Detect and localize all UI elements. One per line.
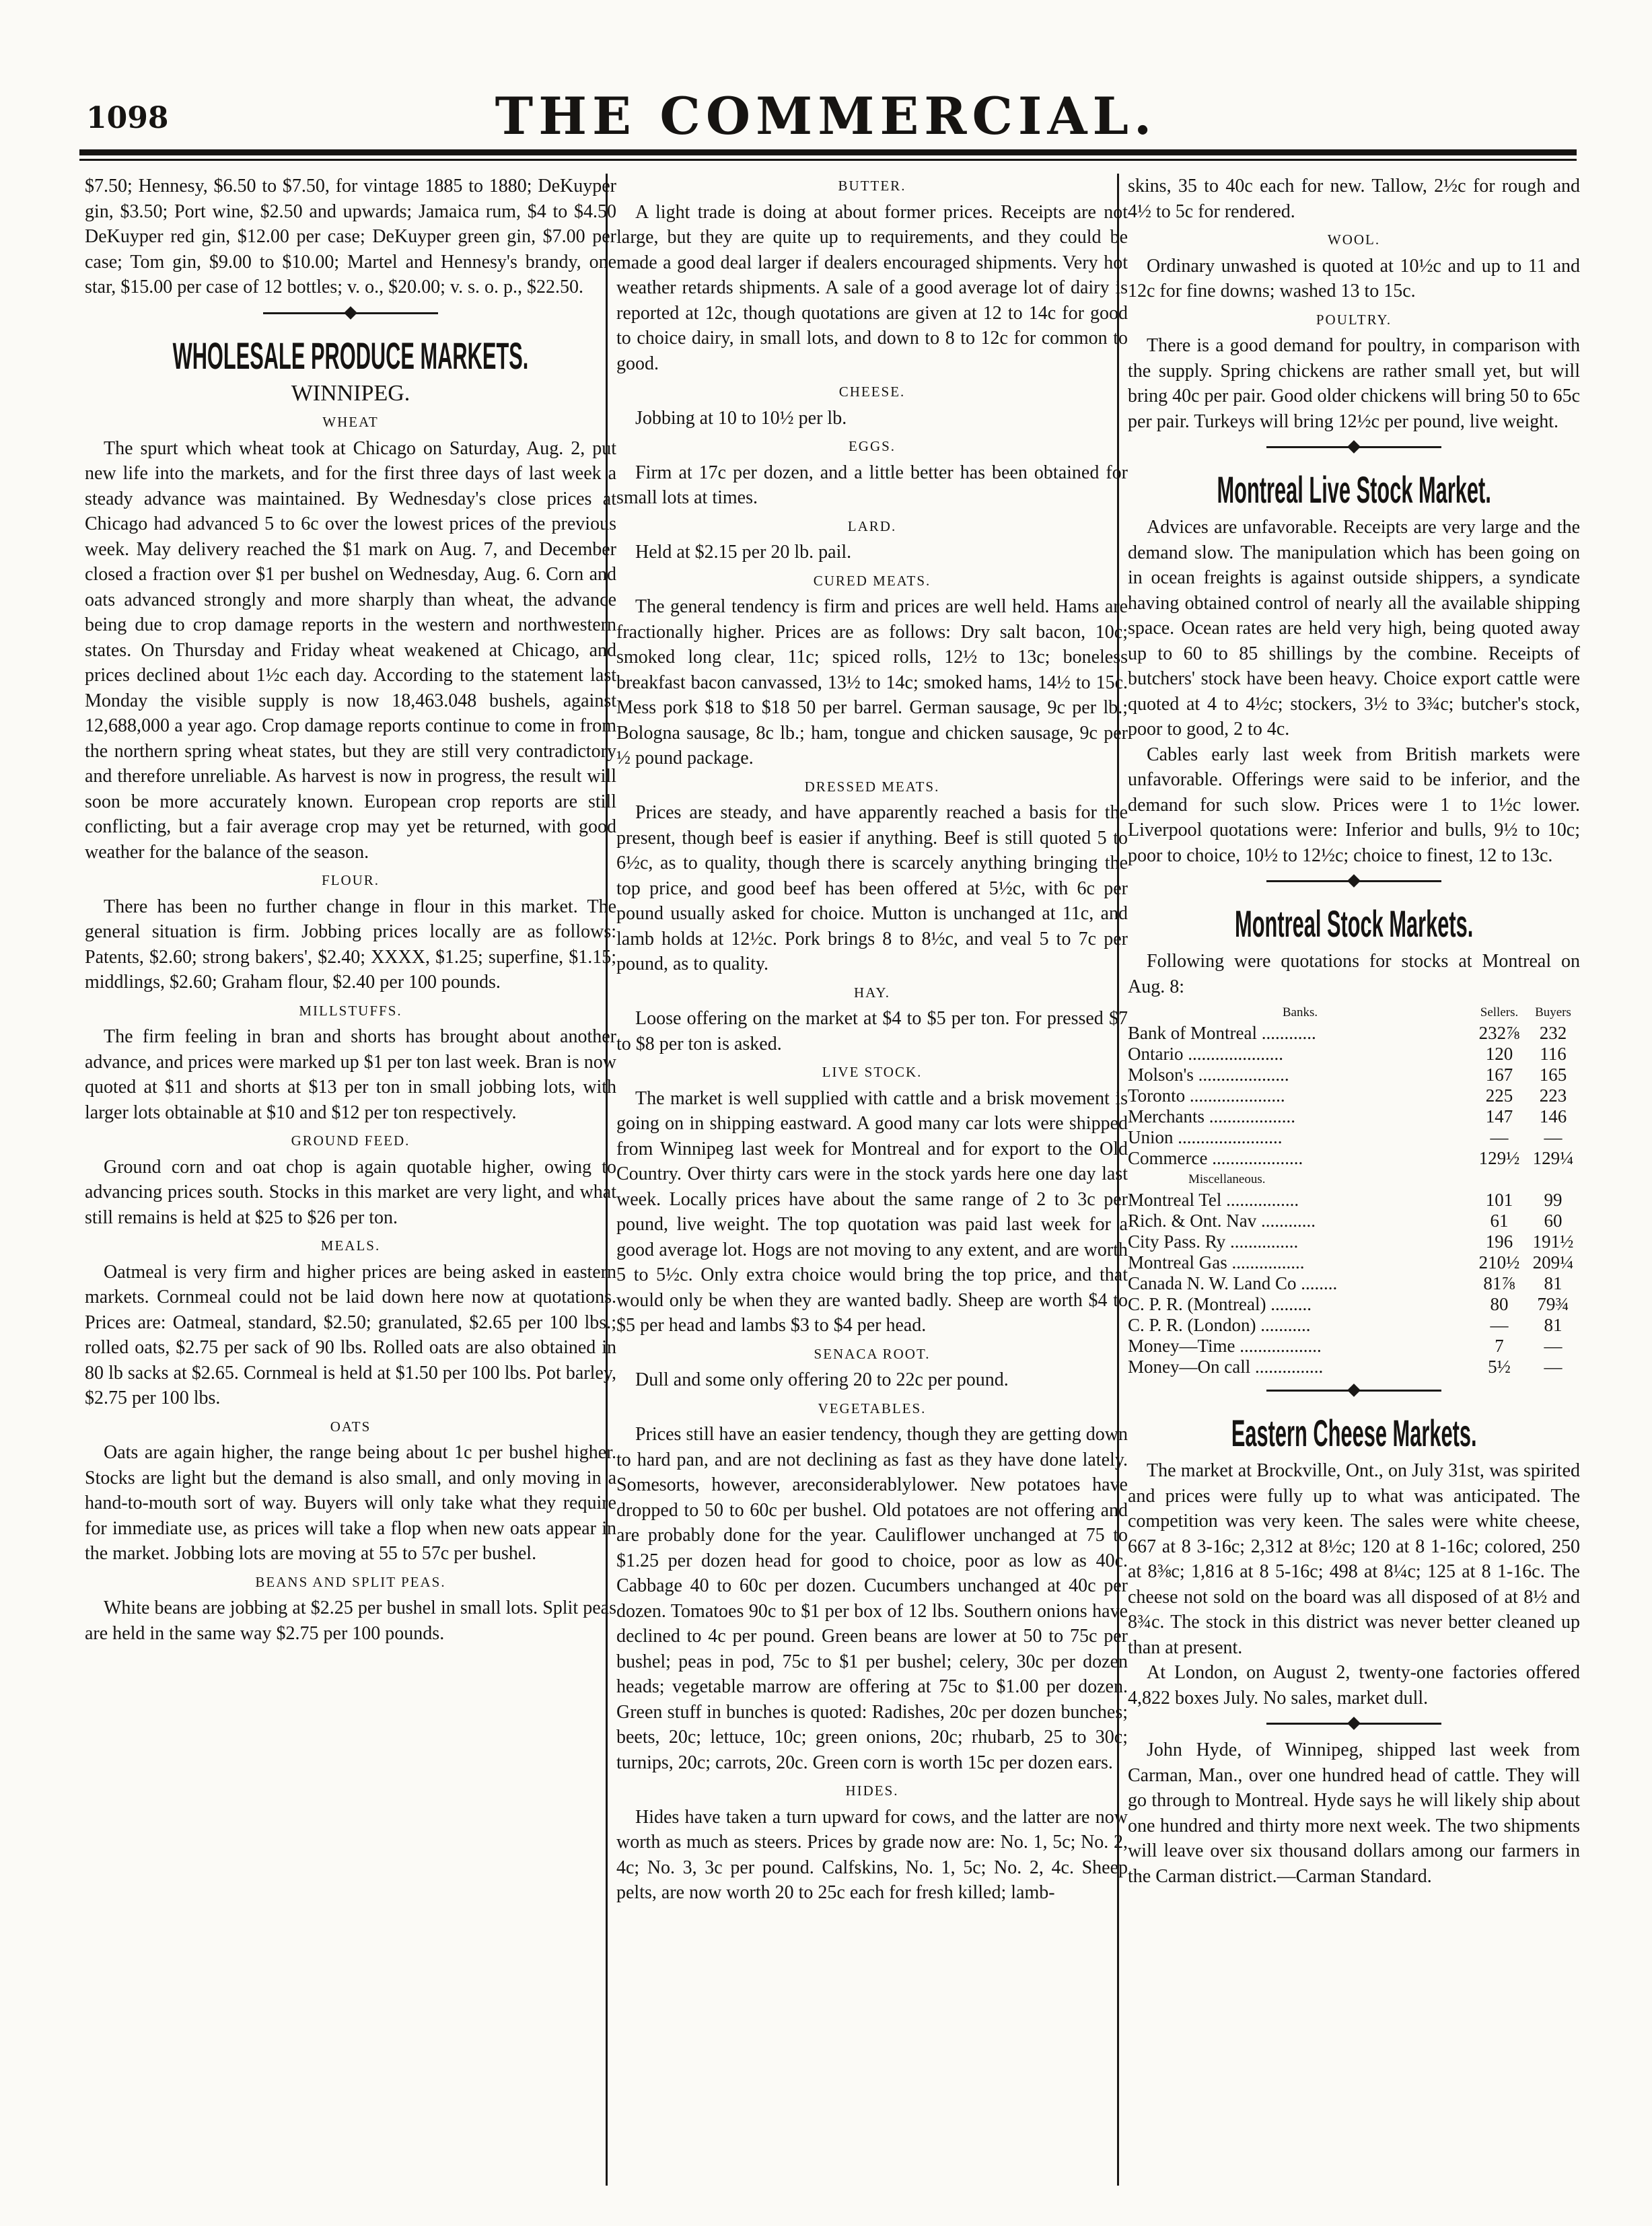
section-title: CURED MEATS.: [813, 572, 931, 589]
sellers-price: —: [1490, 1315, 1509, 1335]
section-text: Prices still have an easier tendency, though they are getting down to hard pan, and are not declining as fast as they have done lately. Somesorts, however, areconsiderablylower. New potatoes have dropped to 50 to 60c per bushel. Old potatoes are not offering and are probably done for the year. Cauliflower unchanged at 75 to $1.25 per dozen head for good to choice, poor as low as 40c. Cabbage 40 to 60c per dozen. Cucumbers unchanged at 40c per dozen. Tomatoes 90c to $1 per box of 12 lbs. Southern onions have declined to 4c per pound. Green beans are lower at 50 to 75c per bushel; peas in pod, 75c to $1 per bushel; celery, 30c per dozen heads; vegetable marrow are offering at 75c to $1.00 per dozen. Green stuff in bunches is quoted: Radishes, 20c per dozen bunches; beets, 20c; lettuce, 10c; green onions, 20c; rhubarb, 25 to 30c; turnips, 20c; carrots, 20c. Green corn is worth 15c per dozen ears.: [616, 1424, 1128, 1773]
stock-name: Merchants ...................: [1128, 1106, 1295, 1126]
sellers-price: 80: [1490, 1294, 1509, 1314]
page-number: 1098: [86, 101, 169, 135]
live-stock-text: Advices are unfavorable. Receipts are very large and the demand slow. The manipulation which has been going on in ocean freights is against outside shippers, a syndicate having obtained control of nearly all the available shipping space. Ocean rates are held very high, being quoted away up to 60 to 85 shillings by the combine. Receipts of butchers' stock have been heavy. Choice export cattle were quoted at 4 to 4½c; stockers, 3½ to 3¾c; butcher's stock, poor to good, 2 to 4c.: [1128, 517, 1580, 740]
column-2: [616, 174, 1128, 2191]
stock-name: Ontario .....................: [1128, 1044, 1283, 1064]
wholesale-produce-heading: WHOLESALE PRODUCE MARKETS.: [172, 334, 529, 377]
section-title: POULTRY.: [1316, 311, 1392, 328]
buyers-price: 129¼: [1532, 1148, 1574, 1168]
section-divider: [1128, 1377, 1580, 1404]
section-title: WHEAT: [322, 414, 379, 430]
stock-name: Union .......................: [1128, 1127, 1283, 1147]
stock-name: C. P. R. (London) ...........: [1128, 1315, 1311, 1335]
table-row: [1128, 1085, 1580, 1106]
stock-quotations-table: [1128, 1002, 1580, 1377]
sellers-price: 210½: [1478, 1252, 1520, 1272]
buyers-price: 116: [1540, 1044, 1567, 1064]
misc-label: Miscellaneous.: [1188, 1172, 1266, 1186]
section-text: Ground corn and oat chop is again quotable higher, owing to advancing prices south. Stocks in this market are very light, and what still remains is held at $25 to $26 per ton.: [85, 1156, 616, 1228]
stock-name: Molson's ....................: [1128, 1065, 1289, 1085]
section-title: MEALS.: [320, 1237, 381, 1254]
section-title: BEANS AND SPLIT PEAS.: [255, 1573, 446, 1590]
buyers-price: 232: [1539, 1023, 1567, 1043]
live-stock-text: Cables early last week from British markets were unfavorable. Offerings were said to be inferior, and the demand for such slow. Prices were 1 to 1½c lower. Liverpool quotations were: Inferior and bulls, 9½ to 10c; poor to choice, 10½ to 12½c; choice to finest, 12 to 13c.: [1128, 744, 1580, 866]
stock-markets-heading: Montreal Stock Markets.: [1234, 902, 1474, 945]
section-text: Oats are again higher, the range being about 1c per bushel higher. Stocks are light but the demand is also small, and only moving in a hand-to-mouth sort of way. Buyers will only take what they require for immediate use, as prices will take a flop when new oats appear in the market. Jobbing lots are moving at 55 to 57c per bushel.: [85, 1442, 616, 1564]
section-title: WOOL.: [1327, 231, 1381, 248]
table-row: [1128, 1023, 1580, 1044]
sellers-price: 129½: [1478, 1148, 1520, 1168]
section-title: HAY.: [853, 984, 891, 1001]
cheese-text: The market at Brockville, Ont., on July 31st, was spirited and prices were fully up to what was anticipated. The competition was very keen. The sales were white cheese, 667 at 8 3-16c; 2,312 at 8½c; 120 at 8 1-16c; colored, 250 at 8⅜c; 1,816 at 8 5-16c; 498 at 8¼c; 125 at 8 1-16c. The cheese not sold on the board was all disposed of at 8½ and 8¾c. The stock in this district was never better cleaned up than at present.: [1128, 1460, 1580, 1658]
stock-name: Canada N. W. Land Co ........: [1128, 1273, 1338, 1293]
section-text: Firm at 17c per dozen, and a little better has been obtained for small lots at times.: [616, 462, 1128, 508]
table-header-row: [1128, 1002, 1580, 1023]
sellers-price: 196: [1485, 1231, 1513, 1252]
hyde-note: John Hyde, of Winnipeg, shipped last week from Carman, Man., over one hundred head of cattle. They will go through to Montreal. Hyde says he will likely ship about one hundred and thirty more next week. The two shipments will leave over six thousand dollars among our farmers in the Carman district.—Carman Standard.: [1128, 1739, 1580, 1887]
sellers-price: 5½: [1488, 1357, 1511, 1377]
stock-intro: Following were quotations for stocks at Montreal on Aug. 8:: [1128, 951, 1580, 997]
section-title: SENACA ROOT.: [814, 1345, 931, 1362]
sellers-price: 120: [1485, 1044, 1513, 1064]
section-text: Hides have taken a turn upward for cows, and the latter are now worth as much as steers. Prices by grade now are: No. 1, 5c; No. 2, 4c; No. 3, 3c per pound. Calfskins, No. 1, 5c; No. 2, 4c. Sheep pelts, are now worth 20 to 25c each for fresh killed; lamb-: [616, 1806, 1128, 1903]
buyers-price: 79¾: [1537, 1294, 1569, 1314]
section-title: MILLSTUFFS.: [299, 1002, 402, 1019]
stock-name: Money—Time ..................: [1128, 1336, 1322, 1356]
column-header: Banks.: [1282, 1005, 1318, 1019]
section-text: Ordinary unwashed is quoted at 10½c and up to 11 and 12c for fine downs; washed 13 to 15c.: [1128, 255, 1580, 301]
table-row: [1128, 1336, 1580, 1357]
section-text: Dull and some only offering 20 to 22c per pound.: [635, 1369, 1009, 1390]
buyers-price: —: [1544, 1357, 1563, 1377]
sellers-price: 101: [1485, 1190, 1513, 1210]
cheese-heading: Eastern Cheese Markets.: [1231, 1412, 1477, 1454]
cheese-text: At London, on August 2, twenty-one factories offered 4,822 boxes July. No sales, market dull.: [1128, 1662, 1580, 1709]
buyers-price: 191½: [1532, 1231, 1574, 1252]
sellers-price: 81⅞: [1483, 1273, 1515, 1293]
section-text: Jobbing at 10 to 10½ per lb.: [635, 407, 847, 429]
table-row: [1128, 1127, 1580, 1148]
section-title: OATS: [330, 1418, 371, 1435]
stock-name: Bank of Montreal ............: [1128, 1023, 1316, 1043]
sellers-price: 167: [1485, 1065, 1513, 1085]
section-divider: [1128, 434, 1580, 461]
buyers-price: 223: [1539, 1085, 1567, 1106]
header-rule-thin: [79, 159, 1577, 161]
stock-name: City Pass. Ry ...............: [1128, 1231, 1299, 1252]
stock-name: Montreal Gas ................: [1128, 1252, 1305, 1272]
section-title: VEGETABLES.: [818, 1400, 927, 1416]
section-text: There has been no further change in flour in this market. The general situation is firm. Jobbing prices locally are as follows: Patents, $2.60; strong bakers', $2.40; XXXX, $1.25; superfine, $1.15; middlings, $2.60; Graham flour, $2.40 per 100 pounds.: [85, 896, 616, 993]
table-row: [1128, 1106, 1580, 1127]
stock-name: Commerce ....................: [1128, 1148, 1303, 1168]
section-text: Prices are steady, and have apparently reached a basis for the present, though beef is easier if anything. Beef is still quoted 5 to 6½c, as to quality, though there is scarcely anything bringing the top price, and good beef has been offered at 5½c, with 6c per pound usually asked for choice. Mutton is unchanged at 11c, and lamb holds at 12½c. Pork brings 8 to 8½c, and veal 5 to 7c per pound, as to quality.: [616, 802, 1128, 974]
sellers-price: 232⅞: [1478, 1023, 1520, 1043]
buyers-price: 99: [1544, 1190, 1563, 1210]
table-row: [1128, 1273, 1580, 1294]
section-text: A light trade is doing at about former prices. Receipts are not large, but they are quite up to requirements, and they could be made a good deal larger if dealers encouraged shipments. Very hot weather retards shipments. A sale of a good average lot of dairy is reported at 12c, though quotations are given at 12 to 14c for good to choice dairy, in small lots, and down to 8 to 12c for common to good.: [616, 201, 1128, 374]
column-1: [85, 174, 616, 2191]
winnipeg-subheading: WINNIPEG.: [291, 380, 410, 406]
section-text: The general tendency is firm and prices are well held. Hams are fractionally higher. Prices are as follows: Dry salt bacon, 10c; smoked long clear, 11c; spiced rolls, 12½ to 13c; boneless breakfast bacon canvassed, 13½ to 14c; smoked hams, 14½ to 15c. Mess pork $18 to $18 50 per barrel. German sausage, 9c per lb.; Bologna sausage, 8c lb.; ham, tongue and chicken sausage, 9c per ½ pound package.: [616, 596, 1128, 768]
table-section-row: [1128, 1169, 1580, 1190]
section-text: The market is well supplied with cattle and a brisk movement is going on in shipping eastward. A good many car lots were shipped from Winnipeg last week for Montreal and for export to the Old Country. Over thirty cars were in the stock yards here one day last week. Locally prices have about the same range of 2 to 3c per pound, live weight. The top quotation was paid last week for a good average lot. Hogs are not moving to any extent, and are worth 5 to 5½c. Only extra choice would bring the top price, and that would only be when they are wanted badly. Sheep are worth $4 to $5 per head and lambs $3 to $4 per head.: [616, 1087, 1128, 1336]
hides-continued: skins, 35 to 40c each for new. Tallow, 2½c for rough and 4½ to 5c for rendered.: [1128, 176, 1580, 222]
wine-prices-paragraph: $7.50; Hennesy, $6.50 to $7.50, for vintage 1885 to 1880; DeKuyper gin, $3.50; Port wine, $2.50 and upwards; Jamaica rum, $4 to $4.50 DeKuyper red gin, $12.00 per case; DeKuyper green gin, $7.00 per case; Tom gin, $9.00 to $10.00; Martel and Hennesy's brandy, one star, $15.00 per case of 12 bottles; v. o., $20.00; v. s. o. p., $22.50.: [85, 176, 616, 297]
buyers-price: —: [1544, 1127, 1563, 1147]
section-text: Loose offering on the market at $4 to $5 per ton. For pressed $7 to $8 per ton is asked.: [616, 1008, 1128, 1054]
stock-name: Money—On call ...............: [1128, 1357, 1324, 1377]
table-row: [1128, 1190, 1580, 1211]
section-text: Oatmeal is very firm and higher prices are being asked in eastern markets. Cornmeal could not be laid down here now at quotations. Prices are: Oatmeal, standard, $2.50; granulated, $2.65 per 100 lbs.; rolled oats, $2.75 per sack of 90 lbs. Rolled oats are also obtained in 80 lb sacks at $2.65. Cornmeal is held at $1.50 per 100 lbs. Pot barley, $2.75 per 100 lbs.: [85, 1261, 616, 1408]
section-text: There is a good demand for poultry, in comparison with the supply. Spring chickens are rather small yet, but will bring 40c per pair. Good older chickens will bring 50 to 65c per pair. Turkeys will bring 12½c per pound, live weight.: [1128, 335, 1580, 432]
sellers-price: —: [1490, 1127, 1509, 1147]
table-row: [1128, 1211, 1580, 1231]
table-row: [1128, 1044, 1580, 1065]
section-title: FLOUR.: [321, 872, 380, 888]
section-divider: [1128, 868, 1580, 895]
section-title: DRESSED MEATS.: [804, 778, 940, 795]
buyers-price: 165: [1539, 1065, 1567, 1085]
stock-name: C. P. R. (Montreal) .........: [1128, 1294, 1312, 1314]
buyers-price: 209¼: [1532, 1252, 1574, 1272]
section-text: The spurt which wheat took at Chicago on Saturday, Aug. 2, put new life into the markets, and for the first three days of last week a steady advance was maintained. By Wednesday's close prices at Chicago had advanced 5 to 6c over the lowest prices of the previous week. May delivery reached the $1 mark on Aug. 7, and December closed a fraction over $1 per bushel on Wednesday, Aug. 6. Corn and oats advanced strongly and more sharply than wheat, the advance being due to crop damage reports in the western and northwestern states. On Thursday and Friday wheat weakened at Chicago, and prices declined about 1½c each day. According to the statement last Monday the visible supply is now 18,463.048 bushels, against 12,688,000 a year ago. Crop damage reports continue to come in from the northern spring wheat states, but they are still very contradictory and therefore unreliable. As harvest is now in progress, the result will soon be more accurately known. European crop reports are still conflicting, but a fair average crop may yet be returned, with good weather for the balance of the season.: [85, 437, 616, 863]
buyers-price: 81: [1544, 1273, 1563, 1293]
table-row: [1128, 1231, 1580, 1252]
buyers-price: 146: [1539, 1106, 1567, 1126]
section-title: BUTTER.: [838, 178, 906, 194]
table-row: [1128, 1252, 1580, 1273]
column-header: Sellers.: [1480, 1005, 1519, 1019]
buyers-price: 81: [1544, 1315, 1563, 1335]
section-title: EGGS.: [848, 438, 896, 454]
live-stock-heading: Montreal Live Stock Market.: [1217, 468, 1491, 511]
header-rule: [79, 149, 1577, 155]
stock-name: Toronto .....................: [1128, 1085, 1285, 1106]
buyers-price: —: [1544, 1336, 1563, 1356]
sellers-price: 225: [1485, 1085, 1513, 1106]
section-title: LARD.: [847, 517, 897, 534]
masthead-title: THE COMMERCIAL.: [495, 86, 1157, 146]
column-header: Buyers: [1535, 1005, 1571, 1019]
section-title: GROUND FEED.: [291, 1133, 410, 1149]
sellers-price: 61: [1490, 1211, 1509, 1231]
table-row: [1128, 1315, 1580, 1336]
column-3: [1128, 174, 1580, 2191]
section-title: LIVE STOCK.: [822, 1064, 923, 1080]
sellers-price: 7: [1495, 1336, 1504, 1356]
table-row: [1128, 1148, 1580, 1169]
stock-name: Montreal Tel ................: [1128, 1190, 1299, 1210]
table-row: [1128, 1357, 1580, 1377]
section-divider: [1128, 1711, 1580, 1737]
sellers-price: 147: [1485, 1106, 1513, 1126]
table-row: [1128, 1294, 1580, 1315]
section-text: The firm feeling in bran and shorts has brought about another advance, and prices were marked up $1 per ton last week. Bran is now quoted at $11 and shorts at $13 per ton in small jobbing lots, with larger lots obtainable at $10 and $12 per ton respectively.: [85, 1026, 616, 1123]
section-text: White beans are jobbing at $2.25 per bushel in small lots. Split peas are held in the same way $2.75 per 100 pounds.: [85, 1597, 616, 1644]
section-title: HIDES.: [845, 1783, 899, 1799]
stock-name: Rich. & Ont. Nav ............: [1128, 1211, 1316, 1231]
buyers-price: 60: [1544, 1211, 1563, 1231]
section-divider: [85, 300, 616, 327]
table-row: [1128, 1065, 1580, 1085]
section-text: Held at $2.15 per 20 lb. pail.: [635, 542, 852, 563]
section-title: CHEESE.: [838, 384, 906, 400]
